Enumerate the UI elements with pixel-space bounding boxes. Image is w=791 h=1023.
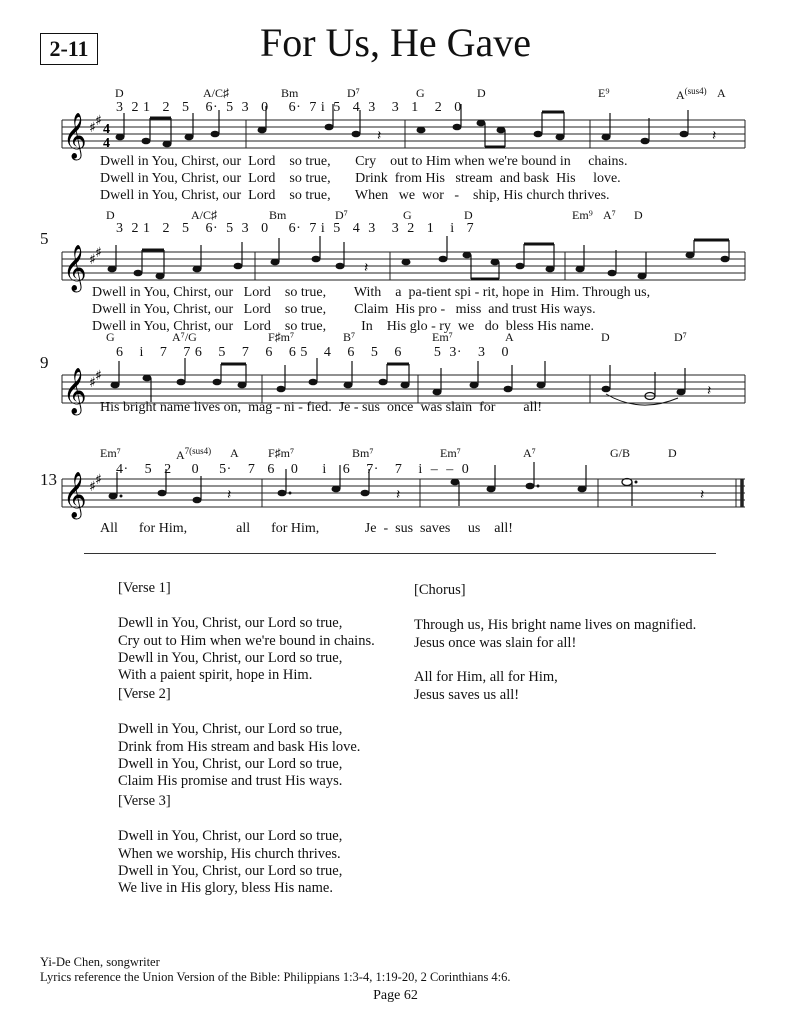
- chord-symbol: D: [668, 446, 677, 460]
- chord-symbol: Bm⁷: [352, 446, 374, 460]
- svg-text:𝄽: 𝄽: [712, 128, 717, 144]
- chord-symbol: D: [477, 86, 486, 100]
- lyric-line: Dwell in You, Chirst, our Lord so true, With a pa-tient spi - rit, hope in Him. Through us,: [92, 285, 651, 300]
- svg-text:𝄞: 𝄞: [63, 368, 87, 414]
- verse-2-heading: [Verse 2]: [118, 686, 171, 703]
- chord-symbol: A/C♯: [203, 86, 230, 100]
- chord-symbol: Em⁷: [432, 330, 453, 344]
- numbered-notation: 4· 5 2 0 5· 7 6 0 i 6 7· 7 i – – 0: [116, 462, 470, 477]
- lyric-line: Dwell in You, Christ, our Lord so true, Claim His pro - miss and trust His ways.: [92, 302, 596, 317]
- svg-text:𝄽: 𝄽: [364, 260, 369, 276]
- svg-text:♯: ♯: [95, 472, 102, 488]
- chord-symbol: D: [464, 208, 473, 222]
- chord-symbol: Bm: [281, 86, 299, 100]
- divider: [84, 553, 716, 554]
- svg-text:𝄞: 𝄞: [63, 245, 87, 291]
- chord-symbol: Em⁹: [572, 208, 593, 222]
- verse-1-heading: [Verse 1]: [118, 580, 171, 597]
- chord-symbol: G: [403, 208, 412, 222]
- chord-symbol: D: [601, 330, 610, 344]
- lyric-line: Dwell in You, Christ, our Lord so true, In His glo - ry we do bless His name.: [92, 319, 595, 334]
- chord-symbol: $A^{(sus4)}$: [676, 86, 707, 102]
- lyric-line: Dwell in You, Chirst, our Lord so true, Cry out to Him when we're bound in chains.: [100, 154, 628, 169]
- chord-symbol: $A^{7(sus4)}$: [176, 446, 212, 462]
- chord-symbol: A⁷: [603, 208, 616, 222]
- chord-symbol: D⁷: [335, 208, 348, 222]
- svg-text:𝄽: 𝄽: [707, 383, 712, 399]
- chord-symbol: Bm: [269, 208, 287, 222]
- chord-symbol: D⁷: [347, 86, 360, 100]
- svg-text:𝄽: 𝄽: [227, 487, 232, 503]
- verse-3-heading: [Verse 3]: [118, 793, 171, 810]
- lyric-line: Dwell in You, Christ, our Lord so true, When we wor - ship, His church thrives.: [100, 188, 610, 203]
- svg-text:𝄽: 𝄽: [377, 128, 382, 144]
- svg-text:♯: ♯: [95, 245, 102, 261]
- measure-number: 5: [40, 229, 49, 248]
- svg-text:♯: ♯: [89, 375, 96, 391]
- page-number: Page 62: [373, 988, 418, 1003]
- time-signature: 4: [103, 122, 110, 137]
- chord-symbol: G: [416, 86, 425, 100]
- songwriter-credit: Yi-De Chen, songwriter: [40, 955, 160, 969]
- chord-symbol: Em⁷: [100, 446, 121, 460]
- scripture-reference: Lyrics reference the Union Version of the Bible: Philippians 1:3-4, 1:19-20, 2 Corinthians 4:6.: [40, 970, 511, 984]
- chord-symbol: G/B: [610, 446, 631, 460]
- svg-text:𝄽: 𝄽: [700, 487, 705, 503]
- chord-symbol: E⁹: [598, 86, 610, 100]
- chord-symbol: D: [106, 208, 115, 222]
- numbered-notation: 6 i 7 7 6 5 7 6 6 5 4 6 5 6 5 3· 3 0: [116, 345, 510, 360]
- chord-symbol: F♯m⁷: [268, 446, 295, 460]
- svg-text:♯: ♯: [89, 479, 96, 495]
- chord-symbol: A/C♯: [191, 208, 218, 222]
- chord-symbol: B⁷: [343, 330, 356, 344]
- svg-text:♯: ♯: [89, 252, 96, 268]
- chorus-text: Through us, His bright name lives on magnified. Jesus once was slain for all! All for Him, all for Him, Jesus saves us all!: [414, 617, 697, 703]
- song-title: For Us, He Gave: [259, 20, 532, 65]
- chord-symbol: A: [230, 446, 239, 460]
- lyric-line: Dwell in You, Christ, our Lord so true, Drink from His stream and bask His love.: [100, 171, 621, 186]
- hymn-number-box: 2-11: [40, 33, 98, 65]
- chord-symbol: D⁷: [674, 330, 687, 344]
- chord-symbol: A⁷/G: [172, 330, 197, 344]
- key-signature-sharps: ♯: [89, 120, 96, 136]
- chord-symbol: A: [505, 330, 514, 344]
- measure-number: 13: [40, 470, 57, 489]
- chord-symbol: Em⁷: [440, 446, 461, 460]
- chorus-heading: [Chorus]: [414, 582, 466, 599]
- verse-3: [118, 776, 408, 915]
- numbered-notation: 3 2 1 2 5 6· 5 3 0 6· 7 i 5 4 3 3 1 2 0: [116, 100, 462, 115]
- svg-text:4: 4: [103, 136, 110, 151]
- svg-text:♯: ♯: [95, 368, 102, 384]
- verse-3-text: Dwell in You, Christ, our Lord so true, When we worship, His church thrives. Dwell in You, Christ, our Lord so true, We live in His glory, bless His name.: [118, 828, 343, 897]
- verse-2-text: Dwell in You, Christ, our Lord so true, Drink from His stream and bask His love. Dwell in You, Christ, our Lord so true, Claim His promise and trust His ways.: [118, 721, 361, 790]
- lyric-line: All for Him, all for Him, Je - sus saves us all!: [100, 521, 513, 536]
- svg-text:♯: ♯: [95, 113, 102, 129]
- chord-symbol: A⁷: [523, 446, 536, 460]
- chorus: [414, 565, 734, 722]
- numbered-notation: 3 2 1 2 5 6· 5 3 0 6· 7 i 5 4 3 3 2 1 i 7: [116, 221, 475, 236]
- verse-1-text: Dewll in You, Christ, our Lord so true, Cry out to Him when we're bound in chains. Dewll in You, Christ, our Lord so true, With a paient spirit, hope in Him.: [118, 615, 375, 684]
- chord-symbol: G: [106, 330, 115, 344]
- chord-symbol: D: [634, 208, 643, 222]
- treble-clef-icon: 𝄞: [63, 113, 87, 159]
- chord-symbol: A: [717, 86, 726, 100]
- chord-symbol: F♯m⁷: [268, 330, 295, 344]
- svg-text:𝄞: 𝄞: [63, 472, 87, 518]
- chord-symbol: D: [115, 86, 124, 100]
- measure-number: 9: [40, 353, 49, 372]
- lyric-line: His bright name lives on, mag - ni - fied. Je - sus once was slain for all!: [100, 400, 543, 415]
- svg-text:𝄽: 𝄽: [396, 487, 401, 503]
